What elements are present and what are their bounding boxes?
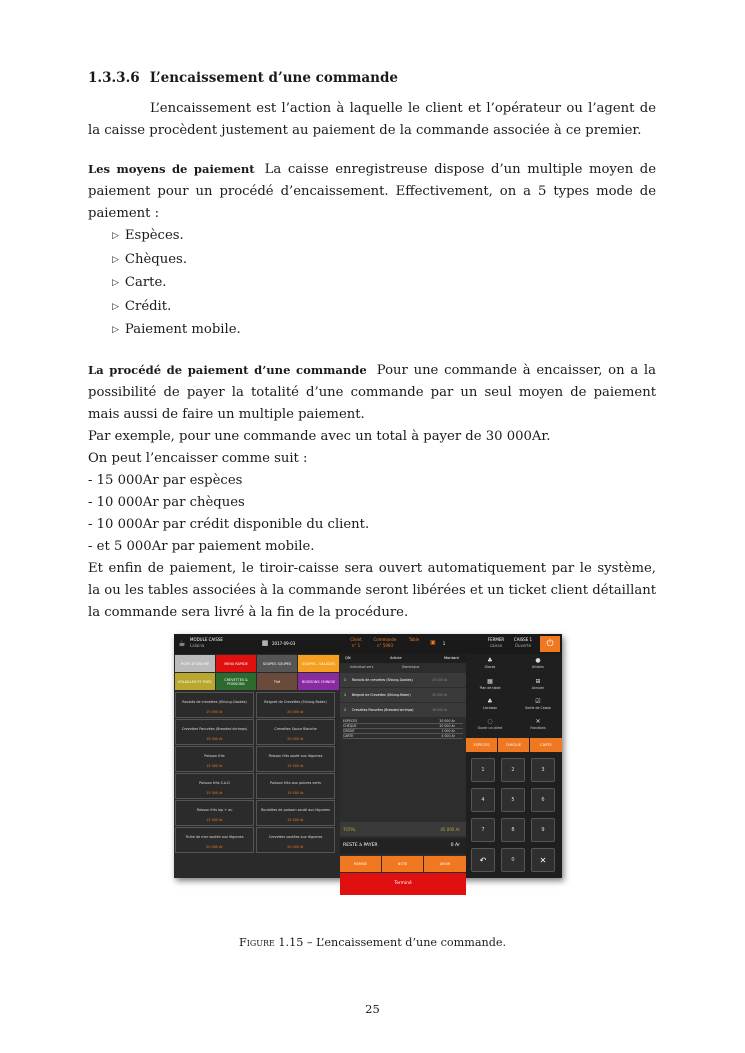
category-tile[interactable]: SOUPES SOUPES: [257, 655, 297, 672]
category-tile[interactable]: MENU RAPIDE: [216, 655, 256, 672]
keypad-key[interactable]: 8: [501, 818, 525, 842]
lead-line: On peut l’encaisser comme suit :: [88, 450, 308, 466]
keypad-key[interactable]: 4: [471, 788, 495, 812]
moyens-heading: Les moyens de paiement: [88, 162, 255, 176]
split-line: - 10 000Ar par chèques: [88, 494, 245, 510]
list-item: ▷ Crédit.: [112, 296, 656, 320]
keypad-key[interactable]: 7: [471, 818, 495, 842]
commande-label: Commande: [373, 637, 397, 642]
cash-icon: ▣: [430, 639, 436, 646]
function-button[interactable]: ⊞ Annuler: [531, 678, 545, 690]
order-line[interactable]: 1 Raviolis de crevettes (Shiung-Gaokes) 15 000 Ar: [340, 673, 466, 687]
product-tile[interactable]: Boulettes de poisson sauté aux légumes 15 000 Ar: [256, 800, 335, 826]
product-tile[interactable]: Beignet de Crevettes (Shiung-Rober) 20 000 Ar: [256, 692, 335, 718]
product-tile[interactable]: Crevettes Sauce Blanche 20 000 Ar: [256, 719, 335, 745]
category-tile[interactable]: Thé: [257, 673, 297, 690]
order-panel: [340, 654, 466, 886]
list-item: ▷ Carte.: [112, 272, 656, 296]
category-tile[interactable]: HORS D'OEUVRE: [175, 655, 215, 672]
keypad-key[interactable]: 1: [471, 758, 495, 782]
keypad-key[interactable]: 9: [531, 818, 555, 842]
commande-info[interactable]: [370, 637, 400, 649]
pos-topbar: [174, 634, 562, 654]
remise-button[interactable]: REMISE: [340, 856, 381, 872]
app-title: MODULE CAISSE: [190, 637, 223, 642]
payment-line: ESPECES 20 000 Ar: [343, 719, 463, 724]
carte-button[interactable]: CARTE: [530, 738, 562, 752]
section-heading: [88, 70, 656, 86]
list-item: ▷ Espèces.: [112, 225, 656, 249]
terminer-button[interactable]: Terminé: [340, 873, 466, 895]
payment-list: [88, 225, 656, 343]
function-button[interactable]: ◌ Ouvrir un client: [477, 718, 503, 730]
power-icon[interactable]: ⏻: [540, 636, 560, 652]
moyens-text: La caisse enregistreuse dispose d’un multiple moyen de paiement pour un procédé d’encaissement. Effectivement, on a 5 types mode de paiement :: [88, 162, 656, 221]
function-button[interactable]: ♣ Livraison: [482, 698, 498, 710]
keypad-key[interactable]: 0: [501, 848, 525, 872]
payment-line: CREDIT 1 000 Ar: [343, 729, 463, 734]
order-header: QN Article Montant: [340, 654, 466, 663]
function-panel: [466, 654, 562, 878]
caisse-label: CAISSE 1: [513, 637, 533, 642]
table-info[interactable]: [404, 637, 424, 643]
list-item: ▷ Chèques.: [112, 249, 656, 273]
page-number: 25: [365, 1002, 380, 1016]
function-button[interactable]: ▦ Plan de table: [479, 678, 501, 690]
product-tile[interactable]: Poisson frits 15 000 Ar: [175, 746, 254, 772]
product-tile[interactable]: Crevettes sautées aux légumes 20 000 Ar: [256, 827, 335, 853]
function-button[interactable]: ♣ Glaces: [484, 657, 496, 669]
figure-caption: [0, 936, 745, 949]
example-line: Par exemple, pour une commande avec un total à payer de 30 000Ar.: [88, 428, 551, 444]
procede-paragraph: [88, 359, 656, 426]
user-name: Lalaina: [190, 643, 205, 648]
function-button[interactable]: ☑ Sortie de Caisse: [525, 698, 551, 710]
category-tile[interactable]: VOLAILLES ET PORC: [175, 673, 215, 690]
keypad-key[interactable]: 5: [501, 788, 525, 812]
product-tile[interactable]: Poisson frits aux poivres verts 15 000 Ar: [256, 773, 335, 799]
procede-heading: La procédé de paiement d’une commande: [88, 362, 367, 377]
list-item: ▷ Paiement mobile.: [112, 319, 656, 343]
payment-line: CHEQUE 20 000 Ar: [343, 724, 463, 729]
category-tile[interactable]: CREVETTES & POISSONS: [216, 673, 256, 690]
keypad-key[interactable]: 2: [501, 758, 525, 782]
section-number: 1.3.3.6: [88, 70, 140, 86]
chef-icon: ☕: [178, 639, 186, 648]
client-info[interactable]: [344, 637, 368, 649]
note-button[interactable]: NOTE: [382, 856, 423, 872]
cheque-button[interactable]: CHEQUE: [498, 738, 529, 752]
intro-paragraph: L’encaissement est l’action à laquelle le client et l’opérateur ou l’agent de la caisse procèdent justement au paiement de la commande associée à ce premier.: [88, 101, 656, 138]
order-line[interactable]: 1 Crevettes Panurées (Breaded shrimps) 18 000 Ar: [340, 703, 466, 717]
reste-row: RESTE à PAYER 0 Ar: [340, 838, 466, 854]
fermer-sub: caisse: [489, 643, 503, 648]
especes-button[interactable]: ESPECES: [466, 738, 497, 752]
order-tabs[interactable]: Individuel vers Dominique: [350, 665, 420, 669]
figure-caption-text: L’encaissement d’une commande.: [316, 936, 507, 949]
payment-line: CARTE 4 000 Ar: [343, 734, 463, 739]
caisse-sub: Ouverte: [514, 643, 532, 648]
product-tile[interactable]: Crevettes Panurées (Breaded shrimps) 18 000 Ar: [175, 719, 254, 745]
figure-label: Figure 1.15 –: [238, 936, 313, 949]
client-label: Client: [350, 637, 362, 642]
product-tile[interactable]: Truite de mer sautée aux légumes 20 000 Ar: [175, 827, 254, 853]
calendar-icon: ▦: [261, 639, 269, 647]
caisse-status: [510, 637, 536, 649]
order-line[interactable]: 1 Beignet de Crevettes (Shiung-Rober) 20 000 Ar: [340, 688, 466, 702]
split-line: - 10 000Ar par crédit disponible du client.: [88, 516, 370, 532]
table-number: 1: [442, 641, 446, 646]
function-button[interactable]: ● Articles: [532, 657, 544, 669]
split-line: - 15 000Ar par espèces: [88, 472, 243, 488]
function-button[interactable]: ✕ Fonctions: [530, 718, 546, 730]
fermer-button[interactable]: [484, 637, 508, 649]
commande-value: n° 5993: [377, 643, 393, 648]
product-tile[interactable]: Poisson frits S.A.D 15 000 Ar: [175, 773, 254, 799]
date-label: 2017-09-03: [272, 641, 296, 646]
procede-text: Pour une commande à encaisser, on a la possibilité de payer la totalité d’une commande par un seul moyen de paiement mais aussi de faire un multiple paiement.: [88, 362, 656, 422]
back-icon[interactable]: ↶: [471, 848, 495, 872]
closing-paragraph: Et enfin de paiement, le tiroir-caisse sera ouvert automatiquement par le système, la ou les tables associées à la commande seront libérées et un ticket client détaillant la commande sera livré à la fin de la procédure.: [88, 560, 656, 620]
split-line: - et 5 000Ar par paiement mobile.: [88, 538, 315, 554]
product-tile[interactable]: Raviolis de crevettes (Shiung-Gaokes) 15 000 Ar: [175, 692, 254, 718]
product-tile[interactable]: Poisson frits lop + au 15 000 Ar: [175, 800, 254, 826]
fermer-label: FERMER: [487, 637, 505, 642]
clear-icon[interactable]: ✕: [531, 848, 555, 872]
total-row: TOTAL 45 000 Ar: [340, 822, 466, 836]
section-title: L’encaissement d’une commande: [149, 70, 399, 86]
keypad-key[interactable]: 6: [531, 788, 555, 812]
product-tile[interactable]: Poisson frits sauté aux légumes 15 000 Ar: [256, 746, 335, 772]
keypad-key[interactable]: 3: [531, 758, 555, 782]
table-label: Table: [408, 637, 420, 642]
document-body: [88, 70, 656, 624]
pos-screenshot: [174, 634, 562, 886]
avoir-button[interactable]: AVOIR: [424, 856, 466, 872]
category-tile[interactable]: SOUPES - SALADES: [298, 655, 339, 672]
moyens-paragraph: [88, 158, 656, 225]
client-value: n° 1: [351, 643, 361, 648]
category-tile[interactable]: BOISSONS CHINOIS: [298, 673, 339, 690]
